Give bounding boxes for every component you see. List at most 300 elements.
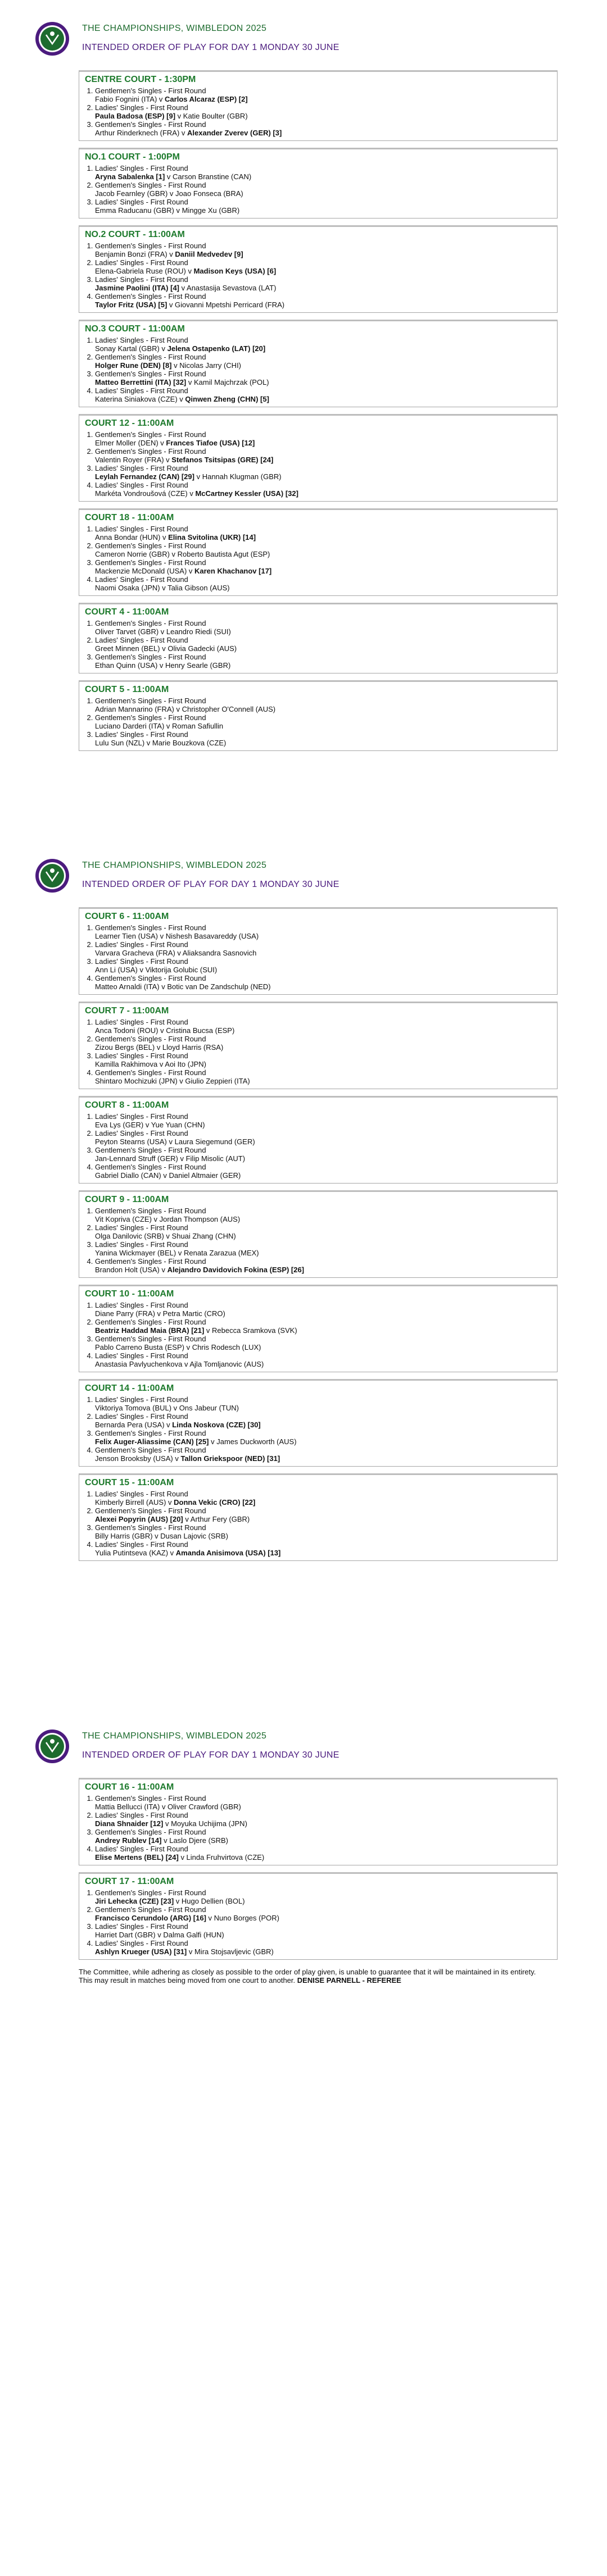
player-text: Viktoriya Tomova (BUL) v Ons Jabeur (TUN) <box>95 1404 239 1412</box>
seeded-player: Beatriz Haddad Maia (BRA) [21] <box>95 1326 205 1335</box>
match-players <box>95 1077 551 1085</box>
player-text: Olga Danilovic (SRB) v Shuai Zhang (CHN) <box>95 1232 236 1240</box>
player-text: Anca Todoni (ROU) v Cristina Bucsa (ESP) <box>95 1026 235 1035</box>
referee-name: DENISE PARNELL - REFEREE <box>297 1976 401 1985</box>
player-text: Katerina Siniakova (CZE) v <box>95 395 185 403</box>
match-players <box>95 395 551 403</box>
match-item <box>95 713 551 730</box>
match-players <box>95 1249 551 1257</box>
match-list <box>85 697 551 747</box>
match-item <box>95 940 551 957</box>
player-text: Pablo Carreno Busta (ESP) v Chris Rodesch (LUX) <box>95 1343 261 1351</box>
match-item <box>95 370 551 386</box>
match-item <box>95 1507 551 1523</box>
match-item <box>95 87 551 103</box>
court-title: COURT 5 - 11:00AM <box>85 685 169 694</box>
match-event: 2. Gentlemen's Singles - First Round <box>95 1035 206 1043</box>
match-players <box>95 378 551 386</box>
match-event: 3. Ladies' Singles - First Round <box>95 1052 188 1060</box>
seeded-player: Holger Rune (DEN) [8] <box>95 361 172 370</box>
match-event: 2. Ladies' Singles - First Round <box>95 940 188 949</box>
court-title: COURT 4 - 11:00AM <box>85 607 169 617</box>
match-item <box>95 1207 551 1223</box>
match-players <box>95 1232 551 1240</box>
player-text: Naomi Osaka (JPN) v Talia Gibson (AUS) <box>95 584 230 592</box>
match-item <box>95 1163 551 1180</box>
match-players <box>95 1215 551 1223</box>
championship-title: THE CHAMPIONSHIPS, WIMBLEDON 2025 <box>82 861 267 870</box>
court-title: NO.1 COURT - 1:00PM <box>85 152 180 162</box>
championship-title: THE CHAMPIONSHIPS, WIMBLEDON 2025 <box>82 1731 267 1741</box>
match-item <box>95 957 551 974</box>
match-players <box>95 567 551 575</box>
seeded-player: Linda Noskova (CZE) [30] <box>172 1421 261 1429</box>
page-header <box>0 17 607 56</box>
player-text: Fabio Fognini (ITA) v <box>95 95 165 103</box>
player-text: Shintaro Mochizuki (JPN) v Giulio Zeppieri (ITA) <box>95 1077 250 1085</box>
match-item <box>95 1146 551 1163</box>
match-event: 1. Ladies' Singles - First Round <box>95 1490 188 1498</box>
seeded-player: Qinwen Zheng (CHN) [5] <box>185 395 269 403</box>
match-event: 2. Ladies' Singles - First Round <box>95 1811 188 1819</box>
player-text: Yulia Putintseva (KAZ) v <box>95 1549 176 1557</box>
player-text: v Carson Branstine (CAN) <box>165 172 252 181</box>
match-item <box>95 103 551 120</box>
match-item <box>95 697 551 713</box>
seeded-player: Francisco Cerundolo (ARG) [16] <box>95 1914 206 1922</box>
match-item <box>95 1888 551 1905</box>
order-of-play-subtitle: INTENDED ORDER OF PLAY FOR DAY 1 MONDAY 30 JUNE <box>82 1750 339 1760</box>
order-of-play-subtitle: INTENDED ORDER OF PLAY FOR DAY 1 MONDAY 30 JUNE <box>82 43 339 52</box>
player-text: v Hugo Dellien (BOL) <box>174 1897 245 1905</box>
player-text: Jacob Fearnley (GBR) v Joao Fonseca (BRA) <box>95 189 243 198</box>
match-players <box>95 206 551 215</box>
match-players <box>95 1549 551 1557</box>
player-text: Yanina Wickmayer (BEL) v Renata Zarazua (MEX) <box>95 1249 259 1257</box>
player-text: Ethan Quinn (USA) v Henry Searle (GBR) <box>95 661 231 670</box>
player-text: v Nicolas Jarry (CHI) <box>171 361 242 370</box>
match-item <box>95 1939 551 1956</box>
match-event: 2. Gentlemen's Singles - First Round <box>95 541 206 550</box>
match-event: 1. Ladies' Singles - First Round <box>95 1301 188 1309</box>
footer-line-2-text: This may result in matches being moved from one court to another. <box>79 1976 296 1985</box>
seeded-player: Leylah Fernandez (CAN) [29] <box>95 472 194 481</box>
court-section <box>79 1872 558 1960</box>
match-players <box>95 361 551 370</box>
court-section <box>79 603 558 673</box>
match-item <box>95 1922 551 1939</box>
player-text: v Katie Boulter (GBR) <box>175 112 248 120</box>
match-item <box>95 292 551 309</box>
seeded-player: Jasmine Paolini (ITA) [4] <box>95 284 180 292</box>
match-event: 3. Ladies' Singles - First Round <box>95 198 188 206</box>
match-players <box>95 1026 551 1035</box>
match-players <box>95 301 551 309</box>
match-list <box>85 1490 551 1557</box>
match-players <box>95 1853 551 1862</box>
match-event: 4. Ladies' Singles - First Round <box>95 1939 188 1947</box>
match-item <box>95 481 551 498</box>
player-text: Eva Lys (GER) v Yue Yuan (CHN) <box>95 1121 205 1129</box>
player-text: Diane Parry (FRA) v Petra Martic (CRO) <box>95 1309 225 1318</box>
match-event: 2. Gentlemen's Singles - First Round <box>95 1318 206 1326</box>
match-event: 1. Ladies' Singles - First Round <box>95 336 188 344</box>
court-title: COURT 6 - 11:00AM <box>85 912 169 921</box>
match-list <box>85 923 551 991</box>
page-3 <box>0 1724 607 1764</box>
court-section <box>79 907 558 995</box>
match-event: 2. Gentlemen's Singles - First Round <box>95 447 206 456</box>
seeded-player: Madison Keys (USA) [6] <box>193 267 277 275</box>
championship-title: THE CHAMPIONSHIPS, WIMBLEDON 2025 <box>82 24 267 33</box>
match-players <box>95 1171 551 1180</box>
player-text: Mattia Bellucci (ITA) v Oliver Crawford (GBR) <box>95 1803 241 1811</box>
court-title: NO.2 COURT - 11:00AM <box>85 230 185 239</box>
match-event: 4. Ladies' Singles - First Round <box>95 1351 188 1360</box>
seeded-player: Daniil Medvedev [9] <box>175 250 243 258</box>
match-item <box>95 353 551 370</box>
match-item <box>95 1335 551 1351</box>
seeded-player: Alejandro Davidovich Fokina (ESP) [26] <box>167 1266 305 1274</box>
match-players <box>95 456 551 464</box>
match-item <box>95 1446 551 1463</box>
match-players <box>95 644 551 653</box>
match-event: 1. Gentlemen's Singles - First Round <box>95 697 206 705</box>
court-title: COURT 12 - 11:00AM <box>85 418 174 428</box>
seeded-player: Ashlyn Krueger (USA) [31] <box>95 1947 187 1956</box>
match-event: 2. Gentlemen's Singles - First Round <box>95 353 206 361</box>
seeded-player: Donna Vekic (CRO) [22] <box>174 1498 256 1507</box>
match-item <box>95 164 551 181</box>
match-event: 4. Ladies' Singles - First Round <box>95 481 188 489</box>
footer-line-1: The Committee, while adhering as closely as possible to the order of play given, is unable to guarantee that it will be maintained in its entirety. <box>79 1968 536 1976</box>
match-event: 1. Gentlemen's Singles - First Round <box>95 923 206 932</box>
court-title: COURT 7 - 11:00AM <box>85 1006 169 1016</box>
match-event: 3. Gentlemen's Singles - First Round <box>95 1523 206 1532</box>
match-item <box>95 120 551 137</box>
match-players <box>95 1121 551 1129</box>
match-list <box>85 1018 551 1085</box>
seeded-player: Paula Badosa (ESP) [9] <box>95 112 176 120</box>
seeded-player: Diana Shnaider [12] <box>95 1819 164 1828</box>
player-text: Billy Harris (GBR) v Dusan Lajovic (SRB) <box>95 1532 228 1540</box>
player-text: Sonay Kartal (GBR) v <box>95 344 167 353</box>
match-players <box>95 1454 551 1463</box>
match-players <box>95 1914 551 1922</box>
match-players <box>95 1326 551 1335</box>
match-item <box>95 1223 551 1240</box>
referee-note <box>79 1968 558 1985</box>
seeded-player: Tallon Griekspoor (NED) [31] <box>180 1454 280 1463</box>
match-event: 2. Ladies' Singles - First Round <box>95 1129 188 1137</box>
player-text: Valentin Royer (FRA) v <box>95 456 172 464</box>
player-text: Elena-Gabriela Ruse (ROU) v <box>95 267 194 275</box>
player-text: Ann Li (USA) v Viktorija Golubic (SUI) <box>95 966 218 974</box>
player-text: Mackenzie McDonald (USA) v <box>95 567 194 575</box>
match-event: 3. Gentlemen's Singles - First Round <box>95 1146 206 1154</box>
player-text: v Hannah Klugman (GBR) <box>194 472 282 481</box>
match-event: 3. Ladies' Singles - First Round <box>95 464 188 472</box>
match-item <box>95 464 551 481</box>
player-text: Elmer Moller (DEN) v <box>95 439 166 447</box>
match-event: 2. Gentlemen's Singles - First Round <box>95 1905 206 1914</box>
match-players <box>95 550 551 558</box>
match-event: 1. Ladies' Singles - First Round <box>95 1018 188 1026</box>
seeded-player: Aryna Sabalenka [1] <box>95 172 165 181</box>
match-item <box>95 974 551 991</box>
match-item <box>95 447 551 464</box>
match-players <box>95 1137 551 1146</box>
match-event: 3. Gentlemen's Singles - First Round <box>95 370 206 378</box>
court-title: COURT 14 - 11:00AM <box>85 1383 174 1393</box>
match-list <box>85 619 551 670</box>
match-event: 3. Ladies' Singles - First Round <box>95 957 188 966</box>
player-text: Bernarda Pera (USA) v <box>95 1421 173 1429</box>
match-item <box>95 730 551 747</box>
page-header <box>0 1724 607 1764</box>
player-text: Greet Minnen (BEL) v Olivia Gadecki (AUS) <box>95 644 237 653</box>
wimbledon-logo-icon <box>35 1729 70 1764</box>
match-event: 4. Ladies' Singles - First Round <box>95 575 188 584</box>
match-event: 4. Gentlemen's Singles - First Round <box>95 1163 206 1171</box>
match-players <box>95 1154 551 1163</box>
seeded-player: McCartney Kessler (USA) [32] <box>195 489 298 498</box>
court-title: COURT 15 - 11:00AM <box>85 1478 174 1487</box>
match-list <box>85 336 551 403</box>
match-players <box>95 1532 551 1540</box>
match-event: 3. Ladies' Singles - First Round <box>95 730 188 739</box>
match-item <box>95 1301 551 1318</box>
match-players <box>95 1266 551 1274</box>
match-players <box>95 344 551 353</box>
footer-line-2 <box>79 1976 558 1985</box>
match-item <box>95 386 551 403</box>
match-item <box>95 1395 551 1412</box>
match-event: 4. Gentlemen's Singles - First Round <box>95 974 206 982</box>
player-text: Peyton Stearns (USA) v Laura Siegemund (GER) <box>95 1137 255 1146</box>
player-text: v Kamil Majchrzak (POL) <box>186 378 269 386</box>
seeded-player: Felix Auger-Aliassime (CAN) [25] <box>95 1437 209 1446</box>
match-players <box>95 1931 551 1939</box>
match-event: 4. Ladies' Singles - First Round <box>95 386 188 395</box>
court-section <box>79 508 558 596</box>
match-players <box>95 489 551 498</box>
match-event: 3. Ladies' Singles - First Round <box>95 1240 188 1249</box>
match-players <box>95 1515 551 1523</box>
court-title: CENTRE COURT - 1:30PM <box>85 75 196 84</box>
player-text: v Giovanni Mpetshi Perricard (FRA) <box>167 301 285 309</box>
court-section <box>79 1778 558 1865</box>
match-event: 3. Gentlemen's Singles - First Round <box>95 558 206 567</box>
match-players <box>95 1360 551 1368</box>
match-players <box>95 1343 551 1351</box>
player-text: v Linda Fruhvirtova (CZE) <box>178 1853 265 1862</box>
match-list <box>85 164 551 215</box>
match-item <box>95 1129 551 1146</box>
seeded-player: Karen Khachanov [17] <box>194 567 272 575</box>
court-title: COURT 17 - 11:00AM <box>85 1877 174 1886</box>
seeded-player: Amanda Anisimova (USA) [13] <box>175 1549 281 1557</box>
player-text: Adrian Mannarino (FRA) v Christopher O'Connell (AUS) <box>95 705 276 713</box>
match-players <box>95 1897 551 1905</box>
player-text: Harriet Dart (GBR) v Dalma Galfi (HUN) <box>95 1931 224 1939</box>
match-event: 2. Ladies' Singles - First Round <box>95 258 188 267</box>
player-text: v Laslo Djere (SRB) <box>161 1836 228 1845</box>
court-section <box>79 414 558 502</box>
player-text: Jan-Lennard Struff (GER) v Filip Misolic (AUT) <box>95 1154 246 1163</box>
match-event: 1. Gentlemen's Singles - First Round <box>95 1207 206 1215</box>
match-players <box>95 533 551 541</box>
match-item <box>95 1523 551 1540</box>
court-section <box>79 1002 558 1089</box>
match-players <box>95 284 551 292</box>
match-event: 4. Gentlemen's Singles - First Round <box>95 1068 206 1077</box>
match-players <box>95 1836 551 1845</box>
player-text: v Anastasija Sevastova (LAT) <box>179 284 277 292</box>
court-section <box>79 680 558 751</box>
match-event: 2. Ladies' Singles - First Round <box>95 1223 188 1232</box>
match-event: 4. Ladies' Singles - First Round <box>95 1540 188 1549</box>
seeded-player: Matteo Berrettini (ITA) [32] <box>95 378 187 386</box>
match-item <box>95 575 551 592</box>
seeded-player: Jiri Lehecka (CZE) [23] <box>95 1897 174 1905</box>
court-section <box>79 225 558 313</box>
page-1 <box>0 17 607 56</box>
match-item <box>95 336 551 353</box>
player-text: v Moyuka Uchijima (JPN) <box>163 1819 247 1828</box>
match-item <box>95 923 551 940</box>
match-event: 1. Gentlemen's Singles - First Round <box>95 1794 206 1803</box>
seeded-player: Jelena Ostapenko (LAT) [20] <box>167 344 266 353</box>
match-players <box>95 739 551 747</box>
match-list <box>85 1112 551 1180</box>
match-item <box>95 1035 551 1052</box>
match-item <box>95 619 551 636</box>
match-item <box>95 430 551 447</box>
player-text: Markéta Vondroušová (CZE) v <box>95 489 196 498</box>
match-item <box>95 1318 551 1335</box>
match-event: 4. Gentlemen's Singles - First Round <box>95 1257 206 1266</box>
match-item <box>95 1905 551 1922</box>
match-event: 3. Ladies' Singles - First Round <box>95 1922 188 1931</box>
match-item <box>95 1052 551 1068</box>
match-players <box>95 472 551 481</box>
match-event: 1. Ladies' Singles - First Round <box>95 525 188 533</box>
court-title: COURT 18 - 11:00AM <box>85 513 174 522</box>
player-text: Benjamin Bonzi (FRA) v <box>95 250 175 258</box>
match-players <box>95 1498 551 1507</box>
match-event: 3. Gentlemen's Singles - First Round <box>95 1335 206 1343</box>
court-section <box>79 1379 558 1467</box>
player-text: Matteo Arnaldi (ITA) v Botic van De Zandschulp (NED) <box>95 982 271 991</box>
match-item <box>95 525 551 541</box>
wimbledon-logo-icon <box>35 858 70 893</box>
match-item <box>95 1257 551 1274</box>
seeded-player: Andrey Rublev [14] <box>95 1836 162 1845</box>
seeded-player: Carlos Alcaraz (ESP) [2] <box>165 95 248 103</box>
player-text: Zizou Bergs (BEL) v Lloyd Harris (RSA) <box>95 1043 224 1052</box>
player-text: Gabriel Diallo (CAN) v Daniel Altmaier (GER) <box>95 1171 241 1180</box>
match-item <box>95 1429 551 1446</box>
player-text: Kimberly Birrell (AUS) v <box>95 1498 174 1507</box>
match-item <box>95 198 551 215</box>
player-text: Cameron Norrie (GBR) v Roberto Bautista Agut (ESP) <box>95 550 270 558</box>
seeded-player: Stefanos Tsitsipas (GRE) [24] <box>171 456 274 464</box>
match-event: 4. Gentlemen's Singles - First Round <box>95 292 206 301</box>
match-players <box>95 129 551 137</box>
player-text: Jenson Brooksby (USA) v <box>95 1454 181 1463</box>
match-players <box>95 189 551 198</box>
seeded-player: Alexander Zverev (GER) [3] <box>187 129 282 137</box>
match-item <box>95 258 551 275</box>
player-text: Anastasia Pavlyuchenkova v Ajla Tomljanovic (AUS) <box>95 1360 264 1368</box>
court-section <box>79 148 558 219</box>
match-players <box>95 1043 551 1052</box>
seeded-player: Elina Svitolina (UKR) [14] <box>168 533 256 541</box>
match-event: 1. Ladies' Singles - First Round <box>95 1112 188 1121</box>
match-event: 2. Gentlemen's Singles - First Round <box>95 713 206 722</box>
match-players <box>95 267 551 275</box>
page-2 <box>0 854 607 893</box>
match-event: 2. Ladies' Singles - First Round <box>95 636 188 644</box>
match-players <box>95 1437 551 1446</box>
player-text: Luciano Darderi (ITA) v Roman Safiullin <box>95 722 224 730</box>
match-event: 1. Ladies' Singles - First Round <box>95 164 188 172</box>
court-section <box>79 320 558 407</box>
match-item <box>95 1351 551 1368</box>
player-text: v Nuno Borges (POR) <box>206 1914 279 1922</box>
court-title: COURT 16 - 11:00AM <box>85 1782 174 1792</box>
match-item <box>95 636 551 653</box>
match-item <box>95 1794 551 1811</box>
court-section <box>79 1473 558 1561</box>
match-players <box>95 1060 551 1068</box>
match-event: 3. Gentlemen's Singles - First Round <box>95 120 206 129</box>
match-item <box>95 541 551 558</box>
seeded-player: Frances Tiafoe (USA) [12] <box>166 439 255 447</box>
match-players <box>95 705 551 713</box>
page-header <box>0 854 607 893</box>
match-item <box>95 181 551 198</box>
match-item <box>95 1240 551 1257</box>
match-players <box>95 439 551 447</box>
match-list <box>85 525 551 592</box>
court-section <box>79 1285 558 1372</box>
match-event: 2. Gentlemen's Singles - First Round <box>95 1507 206 1515</box>
match-item <box>95 1845 551 1862</box>
match-list <box>85 1888 551 1956</box>
match-players <box>95 250 551 258</box>
match-players <box>95 1404 551 1412</box>
match-players <box>95 1803 551 1811</box>
match-event: 3. Ladies' Singles - First Round <box>95 275 188 284</box>
match-list <box>85 1794 551 1862</box>
match-event: 3. Gentlemen's Singles - First Round <box>95 653 206 661</box>
order-of-play-subtitle: INTENDED ORDER OF PLAY FOR DAY 1 MONDAY 30 JUNE <box>82 880 339 889</box>
seeded-player: Elise Mertens (BEL) [24] <box>95 1853 179 1862</box>
match-players <box>95 661 551 670</box>
seeded-player: Alexei Popyrin (AUS) [20] <box>95 1515 183 1523</box>
player-text: v James Duckworth (AUS) <box>209 1437 297 1446</box>
match-players <box>95 982 551 991</box>
match-players <box>95 949 551 957</box>
match-item <box>95 1112 551 1129</box>
player-text: Kamilla Rakhimova v Aoi Ito (JPN) <box>95 1060 206 1068</box>
court-title: COURT 10 - 11:00AM <box>85 1289 174 1299</box>
match-players <box>95 722 551 730</box>
match-players <box>95 95 551 103</box>
match-list <box>85 1395 551 1463</box>
